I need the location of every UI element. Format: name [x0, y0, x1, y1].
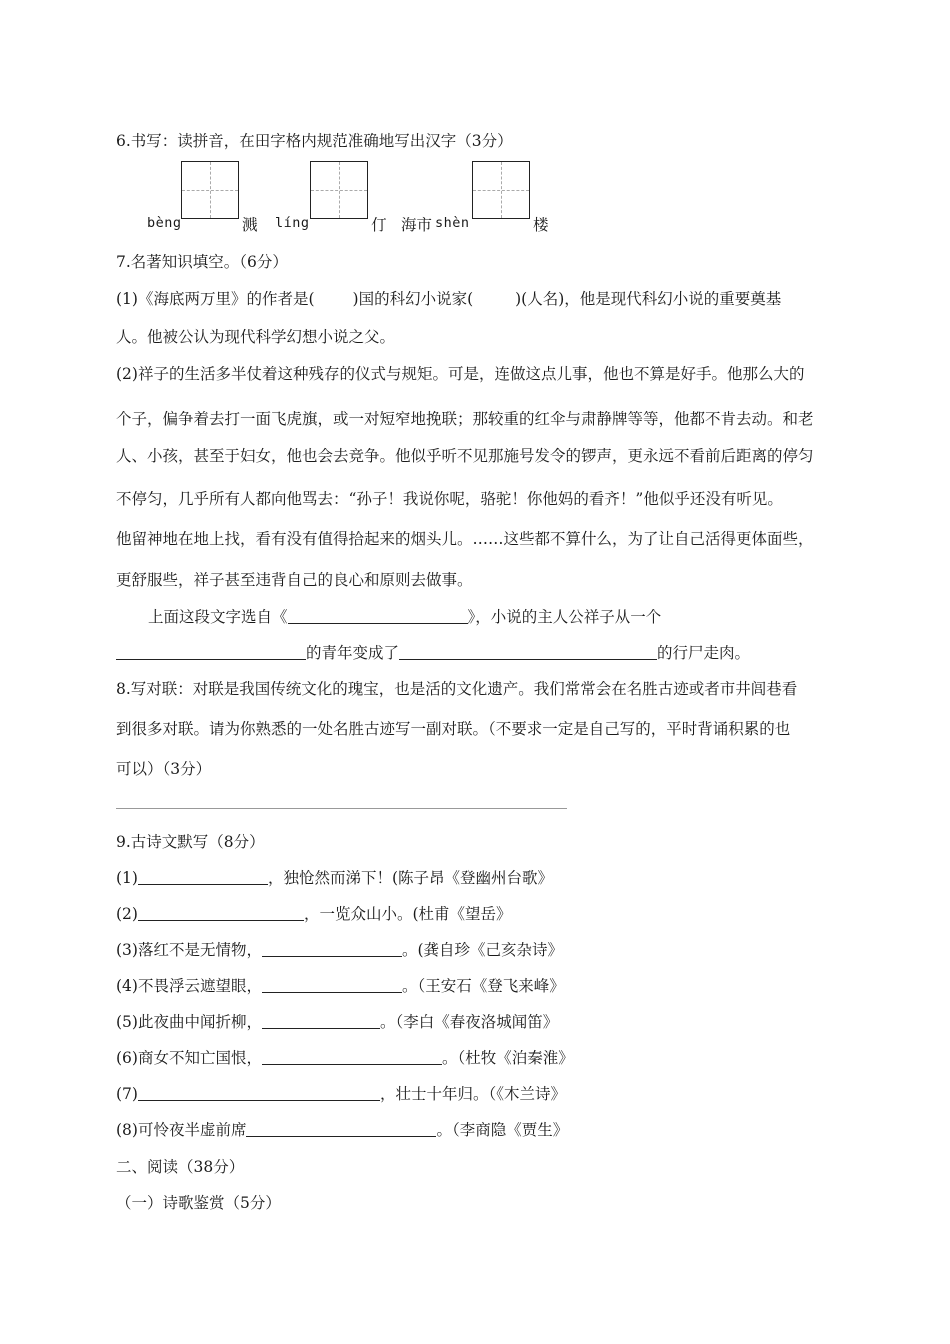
poem-blank[interactable] — [138, 1084, 380, 1101]
pinyin-1: bèng — [147, 215, 182, 231]
poem-item — [116, 1010, 558, 1032]
q6-title: 6.书写：读拼音，在田字格内规范准确地写出汉字（3分） — [116, 132, 513, 150]
blank-before[interactable] — [116, 643, 306, 660]
section2-subtitle: （一）诗歌鉴赏（5分） — [116, 1194, 281, 1212]
section2-title: 二、阅读（38分） — [116, 1158, 245, 1176]
q7-p1-c: )(人名)，他是现代科幻小说的重要奠基 — [515, 290, 782, 308]
poem-pre: (5)此夜曲中闻折柳， — [116, 1013, 262, 1031]
q7-p3-b: 》，小说的主人公祥子从一个 — [467, 608, 662, 626]
poem-post: 。(龚自珍《己亥杂诗》 — [401, 941, 564, 959]
poem-item — [116, 938, 563, 960]
writing-grid-2[interactable] — [310, 161, 368, 219]
poem-blank[interactable] — [246, 1120, 436, 1137]
poem-blank[interactable] — [138, 868, 268, 885]
poem-post: ，一览众山小。(杜甫《望岳》 — [303, 905, 512, 923]
answer-line[interactable] — [116, 808, 567, 809]
poem-blank[interactable] — [262, 1012, 380, 1029]
q7-p1-a: (1)《海底两万里》的作者是( — [116, 290, 315, 308]
writing-grid-1[interactable] — [181, 161, 239, 219]
blank-after[interactable] — [399, 643, 657, 660]
poem-post: 。（王安石《登飞来峰》 — [401, 977, 565, 995]
q7-p1-b: )国的科幻小说家( — [352, 290, 474, 308]
q7-p3 — [148, 605, 661, 627]
poem-blank[interactable] — [138, 904, 304, 921]
q7-title: 7.名著知识填空。（6分） — [116, 253, 288, 271]
pinyin-3: shèn — [435, 215, 470, 231]
char-after-2: 仃 — [371, 216, 387, 234]
q7-p1-line2: 人。他被公认为现代科学幻想小说之父。 — [116, 328, 396, 346]
poem-item — [116, 1118, 568, 1140]
q8-line: 到很多对联。请为你熟悉的一处名胜古迹写一副对联。（不要求一定是自己写的，平时背诵积累的也 — [116, 720, 791, 738]
poem-blank[interactable] — [262, 1048, 442, 1065]
poem-post: ，壮士十年归。（《木兰诗》 — [379, 1085, 566, 1103]
q8-line: 可以）（3分） — [116, 760, 212, 778]
passage-line: (2)祥子的生活多半仗着这种残存的仪式与规矩。可是，连做这点儿事，他也不算是好手。他那么大的 — [116, 365, 805, 383]
char-before-3: 海市 — [401, 216, 433, 234]
q7-p4-b: 的行尸走肉。 — [657, 644, 751, 662]
passage-line: 人、小孩，甚至于妇女，他也会去竞争。他似乎听不见那施号发令的锣声，更永远不看前后距离的停匀 — [116, 447, 814, 465]
blank-book-title[interactable] — [288, 607, 468, 624]
poem-pre: (3)落红不是无情物， — [116, 941, 262, 959]
poem-post: ，独怆然而涕下！(陈子昂《登幽州台歌》 — [267, 869, 554, 887]
poem-item — [116, 1082, 566, 1104]
poem-pre: (6)商女不知亡国恨， — [116, 1049, 262, 1067]
q7-p4 — [116, 641, 750, 663]
passage-line: 更舒服些，祥子甚至违背自己的良心和原则去做事。 — [116, 571, 473, 589]
poem-post: 。（杜牧《泊秦淮》 — [441, 1049, 574, 1067]
q7-p3-a: 上面这段文字选自《 — [148, 608, 288, 626]
q8-line: 8.写对联：对联是我国传统文化的瑰宝，也是活的文化遗产。我们常常会在名胜古迹或者市井闾巷看 — [116, 680, 798, 698]
poem-pre: (7) — [116, 1085, 138, 1103]
poem-item — [116, 1046, 574, 1068]
poem-pre: (1) — [116, 869, 138, 887]
poem-item — [116, 902, 512, 924]
poem-item — [116, 866, 553, 888]
poem-blank[interactable] — [262, 940, 402, 957]
poem-pre: (4)不畏浮云遮望眼， — [116, 977, 262, 995]
passage-line: 他留神地在地上找，看有没有值得拾起来的烟头儿。……这些都不算什么，为了让自己活得更体面些， — [116, 530, 814, 548]
q7-p4-a: 的青年变成了 — [306, 644, 400, 662]
passage-line: 不停匀，几乎所有人都向他骂去：“孙子！我说你呢，骆驼！你他妈的看齐！”他似乎还没有听见。 — [116, 490, 783, 508]
passage-line: 个子，偏争着去打一面飞虎旗，或一对短窄地挽联；那较重的红伞与肃静牌等等，他都不肯去动。和老 — [116, 410, 814, 428]
poem-blank[interactable] — [262, 976, 402, 993]
char-after-1: 溅 — [242, 216, 258, 234]
poem-pre: (2) — [116, 905, 138, 923]
q7-p1-line1 — [116, 287, 781, 309]
writing-grid-3[interactable] — [472, 161, 530, 219]
pinyin-2: líng — [275, 215, 310, 231]
poem-pre: (8)可怜夜半虚前席 — [116, 1121, 247, 1139]
poem-item — [116, 974, 565, 996]
poem-post: 。（李白《春夜洛城闻笛》 — [379, 1013, 559, 1031]
q9-title: 9.古诗文默写（8分） — [116, 833, 265, 851]
char-after-3: 楼 — [533, 216, 549, 234]
poem-post: 。（李商隐《贾生》 — [436, 1121, 569, 1139]
